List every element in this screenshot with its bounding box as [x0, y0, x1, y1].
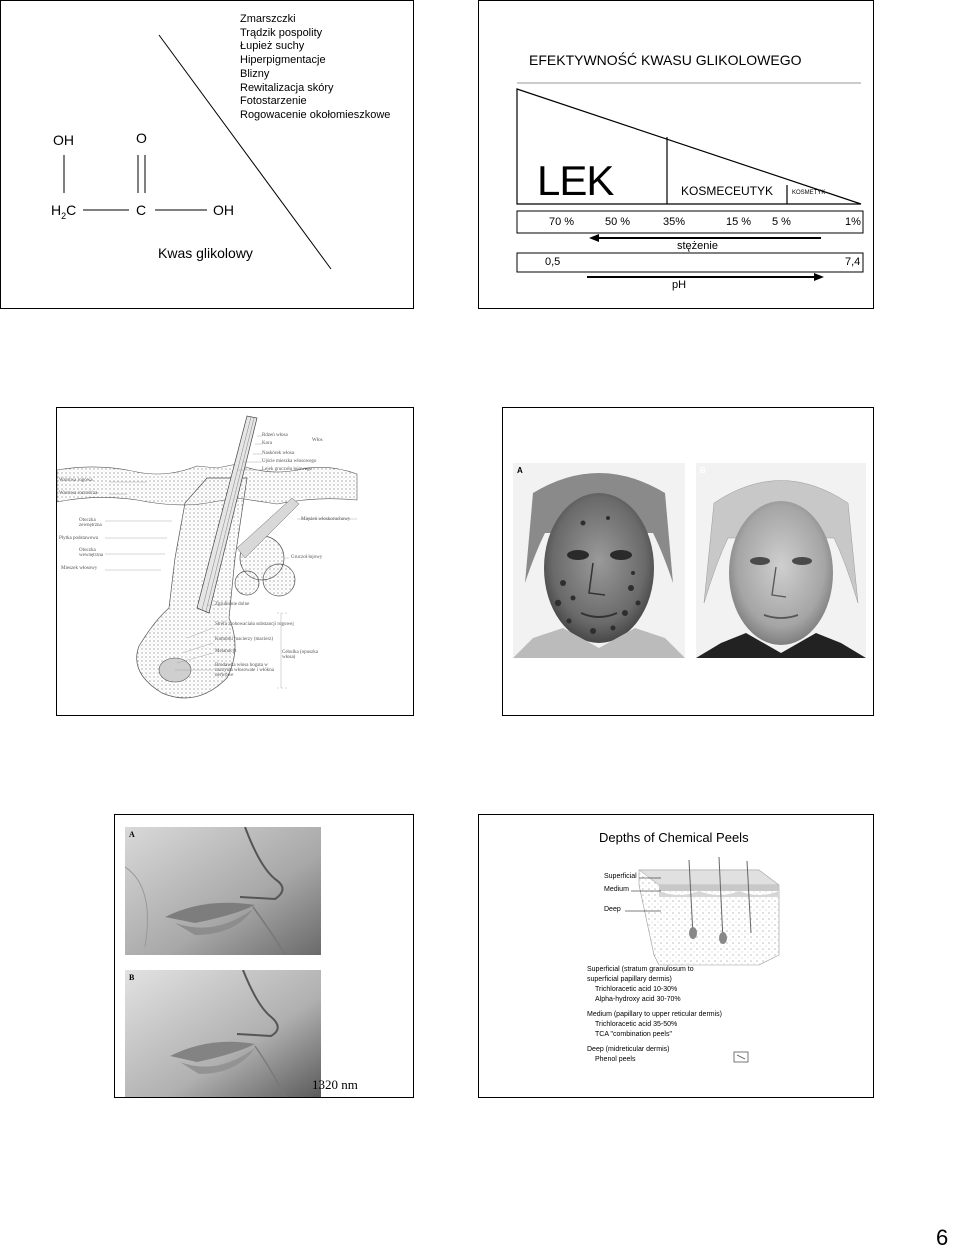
slide-efficacy — [478, 0, 874, 309]
lips-photo-a — [125, 827, 321, 955]
ph-high-label: 7,4 — [845, 256, 861, 268]
slide-peel-depths — [478, 814, 874, 1098]
follicle-label: Lejek gruczołu łojowego — [262, 467, 312, 472]
ph-label: pH — [672, 279, 687, 291]
photo-label-b: B — [129, 973, 135, 982]
slide-hair-follicle — [56, 407, 414, 716]
follicle-label: Rdzeń włosa — [262, 433, 288, 438]
ph-low-label: 0,5 — [545, 256, 561, 268]
section-heading: Medium (papillary to upper reticular dermis) — [587, 1011, 722, 1018]
concentration-label: stężenie — [677, 240, 718, 252]
formula-h2c: $H_2C$ — [51, 202, 77, 221]
follicle-label: Otoczka wewnętrzna — [79, 548, 104, 558]
percent-label: 5 % — [772, 216, 791, 228]
follicle-label: Warstwa rogowa — [59, 478, 93, 483]
follicle-label: Naskórek włosa — [262, 451, 295, 456]
slide-glycolic-formula — [0, 0, 414, 309]
percent-label: 35% — [663, 216, 686, 228]
follicle-label: Kora — [262, 441, 272, 446]
diagonal-line — [1, 1, 414, 309]
peel-section-medium — [587, 1010, 722, 1040]
section-item: Alpha-hydroxy acid 30-70% — [595, 996, 681, 1003]
page-number: 6 — [936, 1225, 949, 1250]
section-heading: superficial papillary dermis) — [587, 976, 672, 983]
section-item: Trichloracetic acid 35-50% — [595, 1021, 678, 1028]
follicle-label: Melanocyt — [215, 649, 237, 654]
formula-oh-top: OH — [53, 132, 74, 148]
skin-cross-section — [479, 815, 874, 1098]
condition-item: Trądzik pospolity — [240, 26, 323, 39]
condition-item: Rewitalizacja skóry — [240, 81, 334, 94]
lips-photo-b — [125, 970, 321, 1098]
segment-lek: LEK — [537, 157, 614, 204]
photo-label-a: A — [129, 830, 135, 839]
follicle-label: Mięsień włoskoruchowy — [301, 517, 351, 522]
segment-kosmeceutyk: KOSMECEUTYK — [681, 184, 774, 198]
efficacy-triangle — [479, 1, 874, 309]
condition-item: Rogowacenie okołomieszkowe — [240, 108, 391, 121]
section-heading: Superficial (stratum granulosum to — [587, 966, 694, 973]
formula-o-top: O — [136, 130, 147, 146]
percent-label: 15 % — [726, 216, 752, 228]
follicle-label: Płytka podstawowa — [59, 536, 99, 541]
percent-label: 70 % — [549, 216, 575, 228]
follicle-label: Cebulka (opuszka włosa) — [282, 650, 318, 660]
face-photo-a — [513, 463, 685, 658]
layer-label-deep: Deep — [604, 906, 621, 913]
condition-item: Blizny — [240, 67, 270, 80]
follicle-label: Brodawka włosa bogata w naczynia włosowate i włókna nerwowe — [215, 663, 275, 678]
slide-lips-before-after — [114, 814, 414, 1098]
follicle-label: Włos — [312, 438, 323, 443]
condition-item: Hiperpigmentacje — [240, 54, 326, 67]
section-item: Trichloracetic acid 10-30% — [595, 986, 678, 993]
condition-item: Łupież suchy — [240, 40, 305, 53]
follicle-label: Otoczka zewnętrzna — [79, 518, 102, 528]
section-item: TCA "combination peels" — [595, 1031, 672, 1038]
peel-section-superficial — [587, 965, 694, 1005]
layer-label-medium: Medium — [604, 886, 629, 893]
formula-c: C — [136, 202, 147, 218]
peel-section-deep — [587, 1045, 669, 1065]
follicle-label: Komórki macierzy (macierz) — [215, 637, 274, 642]
scale-label: 1320 nm — [312, 1077, 358, 1092]
section-heading: Deep (midreticular dermis) — [587, 1046, 670, 1053]
condition-item: Zmarszczki — [240, 13, 296, 25]
formula-caption: Kwas glikolowy — [158, 245, 253, 261]
section-item: Phenol peels — [595, 1056, 636, 1063]
slide-face-before-after — [502, 407, 874, 716]
efficacy-title: EFEKTYWNOŚĆ KWASU GLIKOLOWEGO — [529, 52, 802, 68]
photo-label-a: A — [517, 466, 523, 475]
condition-item: Fotostarzenie — [240, 95, 307, 108]
face-photo-b — [696, 463, 866, 658]
follicle-label: Mieszek włosowy — [61, 566, 98, 571]
peel-title: Depths of Chemical Peels — [599, 830, 749, 845]
follicle-label: Ujście mieszka włosowego — [262, 459, 317, 464]
percent-label: 1% — [845, 216, 861, 228]
segment-kosmetyk: KOSMETYK — [792, 190, 826, 196]
percent-label: 50 % — [605, 216, 631, 228]
follicle-label: Gruczoł łojowy — [291, 555, 323, 560]
follicle-label: Strefa zrohowaciała substancji rogowej — [215, 622, 294, 627]
photo-label-b: B — [700, 466, 706, 475]
formula-oh-right: OH — [213, 202, 234, 218]
follicle-label: Warstwa rozrodcza — [59, 491, 98, 496]
follicle-label: Zgrubienie dolne — [215, 602, 250, 607]
layer-label-superficial: Superficial — [604, 873, 637, 880]
